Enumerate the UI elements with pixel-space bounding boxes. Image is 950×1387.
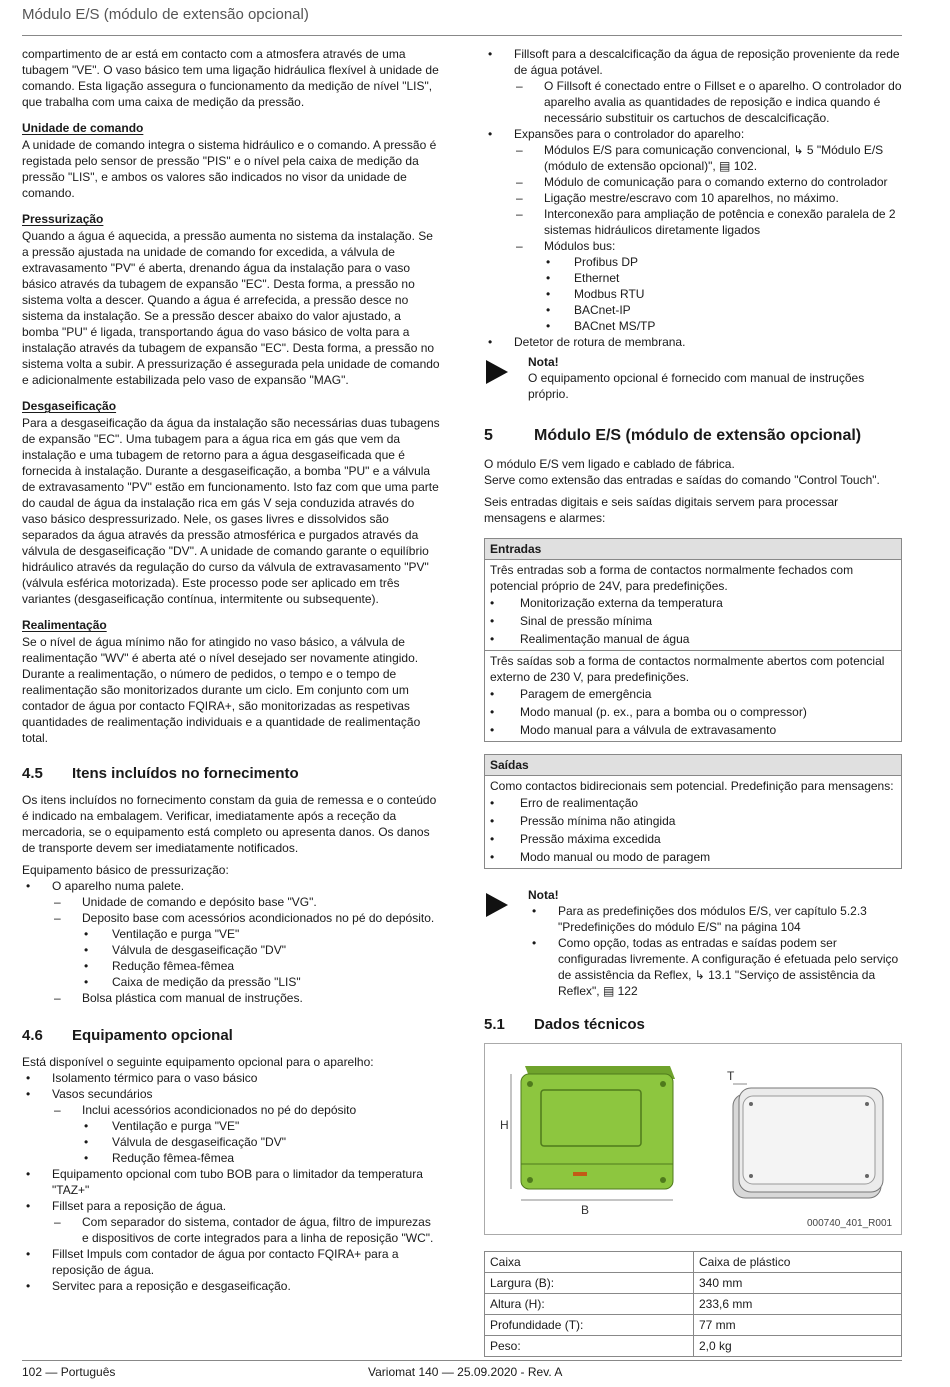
list-item: – Ligação mestre/escravo com 10 aparelhos, no máximo.: [514, 190, 902, 206]
section-title-pressurization: Pressurização: [22, 212, 104, 226]
list-item: • Pressão máxima excedida: [490, 830, 896, 848]
list-item: • Fillset Impuls com contador de água por contacto FQIRA+ para a reposição de água.: [22, 1246, 440, 1278]
module-figure: [484, 1043, 902, 1235]
section-text-pressurization: Quando a água é aquecida, a pressão aumenta no sistema da instalação. Se a pressão ajustada na unidade de comando for excedida, a válvula de extravasamento "PV" é aberta, drenando água da instalação para o vaso básico através da tubagem de expansão "EC". Desta forma, a pressão no sistema volta a descer. Quando a água é arrefecida, a pressão desce no sistema da instalação. Se a pressão descer abaixo do valor ajustado, a bomba "PU" é ligada, transportando água do vaso básico de volta para a instalação através da tubagem de expansão "EC". Desta forma, a pressão no sistema volta a subir. A pressurização é assegurada pela unidade de comando e adicionalmente estabilizada pelo vaso de expansão "MAG".: [22, 229, 440, 387]
note-arrow-icon: [486, 360, 508, 384]
table-cell: Peso:: [485, 1336, 694, 1357]
table-cell: 77 mm: [694, 1315, 902, 1336]
table-cell: Caixa de plástico: [694, 1252, 902, 1273]
header-divider: [22, 35, 902, 36]
list-item: – Módulo de comunicação para o comando externo do controlador: [514, 174, 902, 190]
heading-title: Itens incluídos no fornecimento: [72, 765, 299, 782]
optional-equipment-intro: Está disponível o seguinte equipamento opcional para o aparelho:: [22, 1055, 374, 1069]
outputs-box-title: Saídas: [485, 755, 901, 776]
list-item: – Deposito base com acessórios acondicionados no pé do depósito. • Ventilação e purga "VE" • Válvula de desgaseificação "DV" • Redução fêmea-fêmea • Caixa de medição da pressão "LIS": [52, 910, 440, 990]
table-cell: Largura (B):: [485, 1273, 694, 1294]
left-column: [22, 46, 440, 1294]
list-item: • Fillset para a reposição de água. – Com separador do sistema, contador de água, filtro de impurezas e dispositivos de corte integrados para a linha de reposição "WC".: [22, 1198, 440, 1246]
list-item: • Profibus DP: [544, 254, 902, 270]
list-item: • BACnet-IP: [544, 302, 902, 318]
list-item: • Válvula de desgaseificação "DV": [82, 942, 440, 958]
module-intro-text: O módulo E/S vem ligado e cablado de fábrica. Serve como extensão das entradas e saídas do comando "Control Touch".: [484, 457, 880, 487]
list-item: • Ventilação e purga "VE": [82, 1118, 440, 1134]
list-item: • Ethernet: [544, 270, 902, 286]
table-cell: 340 mm: [694, 1273, 902, 1294]
list-item: – Com separador do sistema, contador de água, filtro de impurezas e dispositivos de corte integrados para a linha de reposição "WC".: [52, 1214, 440, 1246]
table-cell: 233,6 mm: [694, 1294, 902, 1315]
list-item: – Unidade de comando e depósito base "VG".: [52, 894, 440, 910]
outputs-box: [484, 754, 902, 869]
list-item: • Modbus RTU: [544, 286, 902, 302]
list-item: • Para as predefinições dos módulos E/S, ver capítulo 5.2.3 "Predefinições do módulo E/S" na página 104: [528, 903, 902, 935]
list-item: • Servitec para a reposição e desgaseificação.: [22, 1278, 440, 1294]
table-cell: 2,0 kg: [694, 1336, 902, 1357]
section-text-refill: Se o nível de água mínimo não for atingido no vaso básico, a válvula de realimentação "WV" é aberta até o nível desejado ser novamente atingido. Durante a realimentação, o número de pedidos, o tempo e o tempo de realimentação são monitorizados durante um ciclo. Em conjunto com um contador de água por contacto FQIRA+, são monitorizadas as respetivas quantidades de realimentação individuais e a quantidade de realimentação total.: [22, 635, 421, 745]
label-b: B: [581, 1203, 590, 1217]
note-box: [484, 354, 902, 402]
page-number: 102 — Português: [22, 1365, 116, 1379]
section-text-degassing: Para a desgaseificação da água da instalação são necessárias duas tubagens de expansão "EC". Uma tubagem para a água rica em gás que vem da instalação e uma tubagem de retorno para a água desgaseificada que é fornecida à instalação. Durante a desgaseificação, a bomba "PU" e a válvula de extravasamento "PV" estão em funcionamento. Isto faz com que uma parte do caudal de água da instalação rica em gás V seja conduzida através do vaso básico despressurizado. Nele, os gases livres e dissolvidos são separados da água através da pressão atmosférica e purgados através da válvula de desgaseificação "DV". A unidade de comando garante o equilíbrio hidráulico através da regulação do curso da válvula de extravasamento "PV" (válvula esférica motorizada). Este processo pode ser aplicado em três variantes (desgaseificação contínua, intermitente ou subsequente).: [22, 416, 440, 606]
list-item: • Redução fêmea-fêmea: [82, 958, 440, 974]
module-side-view: [733, 1088, 883, 1198]
heading-number: 5.1: [484, 1016, 505, 1033]
footer-divider: [22, 1360, 902, 1361]
label-t: T: [727, 1069, 735, 1083]
note-box-2: [484, 887, 902, 999]
list-item: – Interconexão para ampliação de potência e conexão paralela de 2 sistemas hidráulicos diretamente ligados: [514, 206, 902, 238]
list-item: • Detetor de rotura de membrana.: [484, 334, 902, 350]
list-item: • Realimentação manual de água: [490, 630, 896, 648]
heading-5-1: [484, 1017, 902, 1033]
optional-equipment-list-continued: [484, 46, 902, 350]
table-row: [485, 1252, 902, 1273]
table-row: [485, 1273, 902, 1294]
section-title-control-unit: Unidade de comando: [22, 121, 144, 135]
list-item: • Válvula de desgaseificação "DV": [82, 1134, 440, 1150]
table-row: [485, 1294, 902, 1315]
heading-title: Módulo E/S (módulo de extensão opcional): [534, 427, 862, 444]
list-item: • Como opção, todas as entradas e saídas podem ser configuradas livremente. A configuração é efetuada pelo serviço de assistência da Reflex, ↳ 13.1 "Serviço de assistência da Reflex", ▤ 122: [528, 935, 902, 999]
section-title-degassing: Desgaseificação: [22, 399, 117, 413]
list-item: • Redução fêmea-fêmea: [82, 1150, 440, 1166]
list-item: • Erro de realimentação: [490, 794, 896, 812]
heading-number: 4.5: [22, 765, 43, 782]
list-item: • Paragem de emergência: [490, 685, 896, 703]
list-item: • Equipamento opcional com tubo BOB para o limitador da temperatura "TAZ+": [22, 1166, 440, 1198]
module-illustration: [485, 1044, 901, 1234]
heading-5: [484, 428, 902, 444]
page-header: Módulo E/S (módulo de extensão opcional): [22, 6, 309, 23]
list-item: • Modo manual (p. ex., para a bomba ou o compressor): [490, 703, 896, 721]
outputs-section: Como contactos bidirecionais sem potencial. Predefinição para mensagens: • Erro de realimentação • Pressão mínima não atingida • Pressão máxima excedida • Modo manual ou modo de paragem: [485, 776, 901, 868]
list-item: – Módulos E/S para comunicação convencional, ↳ 5 "Módulo E/S (módulo de extensão opcional)", ▤ 102.: [514, 142, 902, 174]
note-title: Nota!: [528, 888, 559, 902]
technical-data-table: [484, 1251, 902, 1357]
list-item: – Bolsa plástica com manual de instruções.: [52, 990, 440, 1006]
list-item: • O aparelho numa palete. – Unidade de comando e depósito base "VG". – Deposito base com acessórios acondicionados no pé do depósito. • Ventilação e purga "VE" • Válvula de desgaseificação "DV" • Redução fêmea-fêmea • Caixa de medição da pressão "LIS" – Bolsa plástica com manual de instruções.: [22, 878, 440, 1006]
intro-paragraph: compartimento de ar está em contacto com a atmosfera através de uma tubagem "VE". O vaso básico tem uma ligação hidráulica flexível à unidade de comando. Esta ligação assegura o funcionamento da medição de nível "LIS", que trabalha com uma caixa de medição da pressão.: [22, 47, 439, 109]
list-item: • Fillsoft para a descalcificação da água de reposição proveniente da rede de água potável. – O Fillsoft é conectado entre o Fillset e o aparelho. O controlador do aparelho avalia as quantidades de reposição e indica quando é necessário substituir os cartuchos de descalcificação.: [484, 46, 902, 126]
heading-title: Equipamento opcional: [72, 1027, 233, 1044]
list-item: • Caixa de medição da pressão "LIS": [82, 974, 440, 990]
note-title: Nota!: [528, 355, 559, 369]
list-item: • Isolamento térmico para o vaso básico: [22, 1070, 440, 1086]
inputs-box: [484, 538, 902, 742]
optional-equipment-list: [22, 1070, 440, 1294]
heading-number: 5: [484, 427, 493, 444]
basic-equipment-label: Equipamento básico de pressurização:: [22, 863, 229, 877]
list-item: • Expansões para o controlador do aparelho: – Módulos E/S para comunicação convencional, ↳ 5 "Módulo E/S (módulo de extensão opcional)", ▤ 102. – Módulo de comunicação para o comando externo do controlador – Ligação mestre/escravo com 10 aparelhos, no máximo. – Interconexão para ampliação de potência e conexão paralela de 2 sistemas hidráulicos diretamente ligados – Módulos bus: • Profibus DP • Ethernet • Modbus RTU • BACnet-IP • BACnet MS/TP: [484, 126, 902, 334]
section-text-control-unit: A unidade de comando integra o sistema hidráulico e o comando. A pressão é registada pelo sensor de pressão "PIS" e o nível pela caixa de medição da pressão "LIS", e ambos os valores são indicados no visor da unidade de comando.: [22, 138, 437, 200]
table-cell: Altura (H):: [485, 1294, 694, 1315]
list-item: • Modo manual para a válvula de extravasamento: [490, 721, 896, 739]
list-item: • Modo manual ou modo de paragem: [490, 848, 896, 866]
heading-4-5: [22, 766, 440, 782]
table-cell: Profundidade (T):: [485, 1315, 694, 1336]
list-item: • Pressão mínima não atingida: [490, 812, 896, 830]
list-item: – Módulos bus: • Profibus DP • Ethernet • Modbus RTU • BACnet-IP • BACnet MS/TP: [514, 238, 902, 334]
section-title-refill: Realimentação: [22, 618, 107, 632]
heading-number: 4.6: [22, 1027, 43, 1044]
list-item: – Inclui acessórios acondicionados no pé do depósito • Ventilação e purga "VE" • Válvula de desgaseificação "DV" • Redução fêmea-fêmea: [52, 1102, 440, 1166]
module-front-view: [521, 1066, 675, 1189]
table-row: [485, 1315, 902, 1336]
table-row: [485, 1336, 902, 1357]
scope-of-delivery-text: Os itens incluídos no fornecimento constam da guia de remessa e o conteúdo é indicado na embalagem. Verificar, imediatamente após a receção da mercadoria, se o equipamento está completo ou apresenta danos. Os danos de transporte devem ser imediatamente notificados.: [22, 793, 437, 855]
list-item: • Ventilação e purga "VE": [82, 926, 440, 942]
list-item: • BACnet MS/TP: [544, 318, 902, 334]
inputs-section: Três entradas sob a forma de contactos normalmente fechados com potencial próprio de 24V, para predefinições. • Monitorização externa da temperatura • Sinal de pressão mínima • Realimentação manual de água: [485, 560, 901, 651]
note-text: O equipamento opcional é fornecido com manual de instruções próprio.: [528, 371, 865, 401]
list-item: – O Fillsoft é conectado entre o Fillset e o aparelho. O controlador do aparelho avalia as quantidades de reposição e indica quando é necessário substituir os cartuchos de descalcificação.: [514, 78, 902, 126]
delivery-list: [22, 878, 440, 1006]
table-cell: Caixa: [485, 1252, 694, 1273]
list-item: • Monitorização externa da temperatura: [490, 594, 896, 612]
label-h: H: [500, 1118, 509, 1132]
heading-4-6: [22, 1028, 440, 1044]
inputs-section: Três saídas sob a forma de contactos normalmente abertos com potencial externo de 230 V, para predefinições. • Paragem de emergência • Modo manual (p. ex., para a bomba ou o compressor) • Modo manual para a válvula de extravasamento: [485, 651, 901, 741]
figure-code: 000740_401_R001: [807, 1218, 893, 1229]
module-io-text: Seis entradas digitais e seis saídas digitais servem para processar mensagens e alarmes:: [484, 495, 839, 525]
list-item: • Vasos secundários – Inclui acessórios acondicionados no pé do depósito • Ventilação e purga "VE" • Válvula de desgaseificação "DV" • Redução fêmea-fêmea: [22, 1086, 440, 1166]
note-arrow-icon: [486, 893, 508, 917]
right-column: [484, 46, 902, 1357]
heading-title: Dados técnicos: [534, 1016, 645, 1033]
document-info: Variomat 140 — 25.09.2020 - Rev. A: [368, 1365, 563, 1379]
list-item: • Sinal de pressão mínima: [490, 612, 896, 630]
inputs-box-title: Entradas: [485, 539, 901, 560]
